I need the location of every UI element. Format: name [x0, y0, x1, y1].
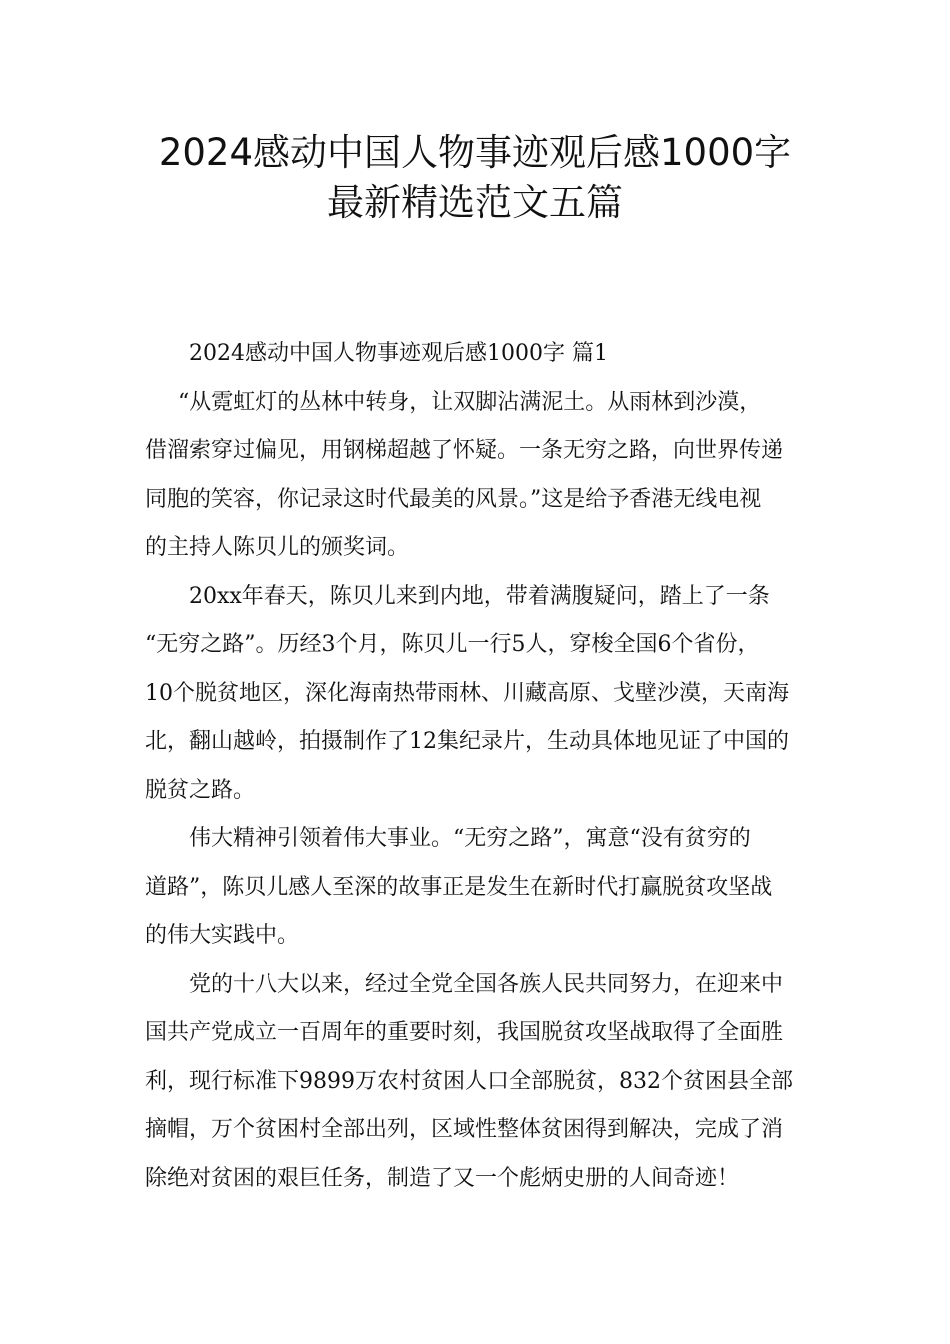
- paragraph-line: 10个脱贫地区，深化海南热带雨林、川藏高原、戈壁沙漠，天南海: [145, 680, 789, 706]
- paragraph-line: 借溜索穿过偏见，用钢梯超越了怀疑。一条无穷之路，向世界传递: [145, 438, 784, 463]
- paragraph-1: [145, 379, 810, 573]
- paragraph-line: 脱贫之路。: [145, 777, 256, 803]
- paragraph-line: “无穷之路”。历经3个月，陈贝儿一行5人，穿梭全国6个省份，: [145, 632, 760, 657]
- paragraph-3: [145, 815, 810, 961]
- paragraph-line: 20xx年春天，陈贝儿来到内地，带着满腹疑问，踏上了一条: [189, 583, 770, 609]
- paragraph-line: 党的十八大以来，经过全党全国各族人民共同努力，在迎来中: [189, 971, 784, 997]
- paragraph-line: 伟大精神引领着伟大事业。“无穷之路”，寓意“没有贫穷的: [189, 826, 751, 851]
- paragraph-line: 利，现行标准下9899万农村贫困人口全部脱贫，832个贫困县全部: [145, 1068, 793, 1094]
- paragraph-line: 除绝对贫困的艰巨任务，制造了又一个彪炳史册的人间奇迹！: [145, 1165, 740, 1191]
- paragraph-line: 同胞的笑容，你记录这时代最美的风景。”这是给予香港无线电视: [145, 486, 762, 512]
- paragraph-line: 的主持人陈贝儿的颁奖词。: [145, 535, 410, 560]
- title-line-1: 2024感动中国人物事迹观后感1000字: [158, 131, 792, 174]
- document-title: [0, 128, 950, 228]
- paragraph-line: 北，翻山越岭，拍摄制作了12集纪录片，生动具体地见证了中国的: [145, 729, 789, 754]
- paragraph-4: [145, 961, 810, 1204]
- paragraph-line: 摘帽，万个贫困村全部出列，区域性整体贫困得到解决，完成了消: [145, 1117, 784, 1142]
- paragraph-line: 的伟大实践中。: [145, 923, 300, 948]
- paragraph-2: [145, 573, 810, 816]
- document-body: [145, 330, 810, 1203]
- section-heading: 2024感动中国人物事迹观后感1000字 篇1: [189, 341, 608, 366]
- paragraph-line: “从霓虹灯的丛林中转身，让双脚沾满泥土。从雨林到沙漠，: [178, 389, 762, 415]
- paragraph-line: 国共产党成立一百周年的重要时刻，我国脱贫攻坚战取得了全面胜: [145, 1020, 784, 1045]
- title-line-2: 最新精选范文五篇: [327, 181, 623, 224]
- paragraph-line: 道路”，陈贝儿感人至深的故事正是发生在新时代打赢脱贫攻坚战: [145, 874, 773, 900]
